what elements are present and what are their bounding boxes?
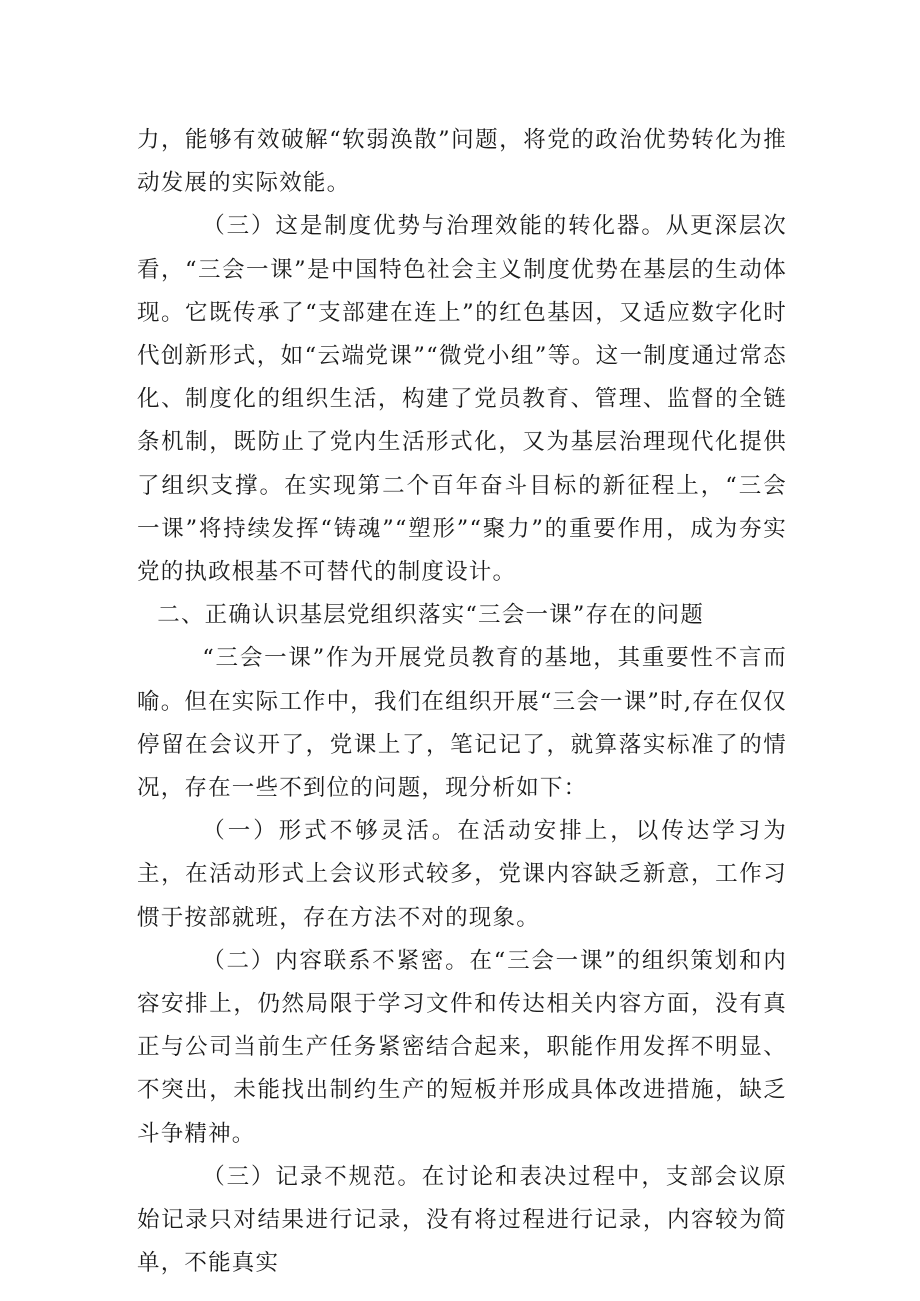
paragraph-section-three: （三）这是制度优势与治理效能的转化器。从更深层次看，“三会一课”是中国特色社会主义制度优势在基层的生动体现。它既传承了“支部建在连上”的红色基因，又适应数字化时代创新形式，如“云端党课”“微党小组”等。这一制度通过常态化、制度化的组织生活，构建了党员教育、管理、监督的全链条机制，既防止了党内生活形式化，又为基层治理现代化提供了组织支撑。在实现第二个百年奋斗目标的新征程上，“三会一课”将持续发挥“铸魂”“塑形”“聚力”的重要作用，成为夯实党的执政根基不可替代的制度设计。 bbox=[137, 213, 787, 586]
section-heading-two: 二、正确认识基层党组织落实“三会一课”存在的问题 bbox=[157, 602, 705, 629]
paragraph-continuation: 力，能够有效破解“软弱涣散”问题，将党的政治优势转化为推动发展的实际效能。 bbox=[137, 127, 787, 197]
paragraph-problem-one: （一）形式不够灵活。在活动安排上，以传达学习为主，在活动形式上会议形式较多，党课内容缺乏新意，工作习惯于按部就班，存在方法不对的现象。 bbox=[137, 818, 787, 931]
paragraph-problem-two: （二）内容联系不紧密。在“三会一课”的组织策划和内容安排上，仍然局限于学习文件和传达相关内容方面，没有真正与公司当前生产任务紧密结合起来，职能作用发挥不明显、不突出，未能找出制约生产的短板并形成具体改进措施，缺乏斗争精神。 bbox=[137, 947, 787, 1147]
paragraph-problem-three: （三）记录不规范。在讨论和表决过程中，支部会议原始记录只对结果进行记录，没有将过程进行记录，内容较为简单，不能真实 bbox=[137, 1163, 787, 1277]
document-body bbox=[137, 119, 787, 1285]
paragraph-intro-problems: “三会一课”作为开展党员教育的基地，其重要性不言而喻。但在实际工作中，我们在组织开展“三会一课”时,存在仅仅停留在会议开了，党课上了，笔记记了，就算落实标准了的情况，存在一些不到位的问题，现分析如下： bbox=[137, 645, 787, 802]
